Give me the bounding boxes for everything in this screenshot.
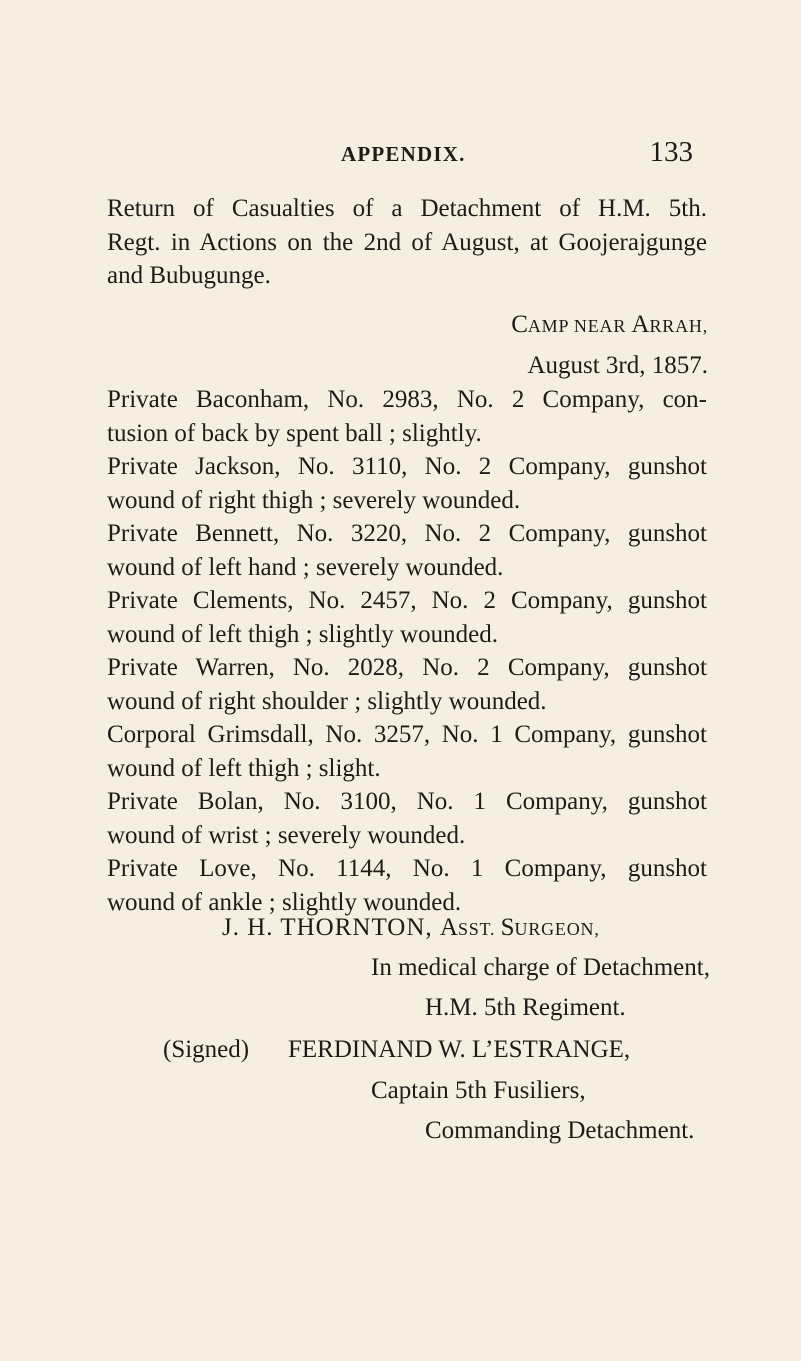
surgeon-title-initial-a: A [439, 914, 458, 941]
surgeon-title-initial-s: S [500, 914, 515, 941]
casualty-entry [107, 651, 707, 718]
casualty-entry [107, 584, 707, 651]
arrah-initial: A [631, 311, 650, 338]
running-head: APPENDIX. [341, 142, 466, 166]
casualty-entry [107, 718, 707, 785]
page-header [0, 136, 801, 176]
casualty-entry-line-1: Corporal Grimsdall, No. 3257, No. 1 Company, gunshot [107, 721, 707, 748]
surgeon-title-rest-a: SST. [457, 919, 501, 939]
title-line-1: Return of Casualties of a Detachment of H.M. 5th. [107, 195, 707, 222]
casualty-entry-line-1: Private Love, No. 1144, No. 1 Company, gunshot [107, 855, 707, 882]
dateline [511, 305, 708, 386]
casualty-entry-line-1: Private Baconham, No. 2983, No. 2 Company, con- [107, 386, 707, 413]
casualty-entry-line-2: wound of wrist ; severely wounded. [107, 821, 466, 849]
casualty-entry-line-2: tusion of back by spent ball ; slightly. [107, 419, 482, 447]
camp-location [511, 305, 708, 346]
casualty-entry-line-2: wound of right thigh ; severely wounded. [107, 486, 521, 514]
surgeon-role-2: H.M. 5th Regiment. [425, 994, 626, 1021]
surgeon-name: J. H. THORNTON, [222, 914, 440, 941]
surgeon-signature-line [222, 908, 600, 949]
casualty-entry-line-1: Private Jackson, No. 3110, No. 2 Company, gunshot [107, 453, 707, 480]
camp-date: August 3rd, 1857. [527, 352, 708, 379]
title-line-3: and Bubugunge. [107, 262, 271, 289]
casualty-entry-line-1: Private Clements, No. 2457, No. 2 Company, gunshot [107, 587, 707, 614]
casualty-entry-line-2: wound of left hand ; severely wounded. [107, 553, 504, 581]
captain-role-2: Commanding Detachment. [425, 1117, 695, 1144]
casualty-entry-line-1: Private Bennett, No. 3220, No. 2 Company, gunshot [107, 520, 707, 547]
casualty-entry-line-1: Private Bolan, No. 3100, No. 1 Company, gunshot [107, 788, 707, 815]
signed-label: (Signed) [163, 1036, 250, 1063]
camp-rest: AMP NEAR [527, 316, 632, 336]
casualty-entry-line-2: wound of left thigh ; slight. [107, 754, 381, 782]
casualty-entry [107, 785, 707, 852]
casualty-entry [107, 517, 707, 584]
title-line-2: Regt. in Actions on the 2nd of August, at Goojerajgunge [107, 228, 707, 256]
page-number: 133 [649, 136, 693, 168]
casualty-entry-line-2: wound of right shoulder ; slightly wounded. [107, 687, 547, 715]
casualty-entry-line-1: Private Warren, No. 2028, No. 2 Company, gunshot [107, 654, 707, 681]
surgeon-role-1: In medical charge of Detachment, [371, 954, 710, 981]
captain-role-1: Captain 5th Fusiliers, [371, 1077, 586, 1104]
camp-initial: C [511, 311, 528, 338]
casualty-entry [107, 383, 707, 450]
casualty-entry [107, 450, 707, 517]
casualty-entry-line-2: wound of left thigh ; slightly wounded. [107, 620, 498, 648]
casualty-list [107, 383, 707, 919]
captain-name: FERDINAND W. L’ESTRANGE, [288, 1036, 631, 1063]
surgeon-title-rest-s: URGEON, [514, 919, 600, 939]
document-title [107, 192, 707, 293]
casualty-entry-line-2: wound of ankle ; slightly wounded. [107, 888, 462, 916]
arrah-rest: RRAH, [649, 316, 708, 336]
